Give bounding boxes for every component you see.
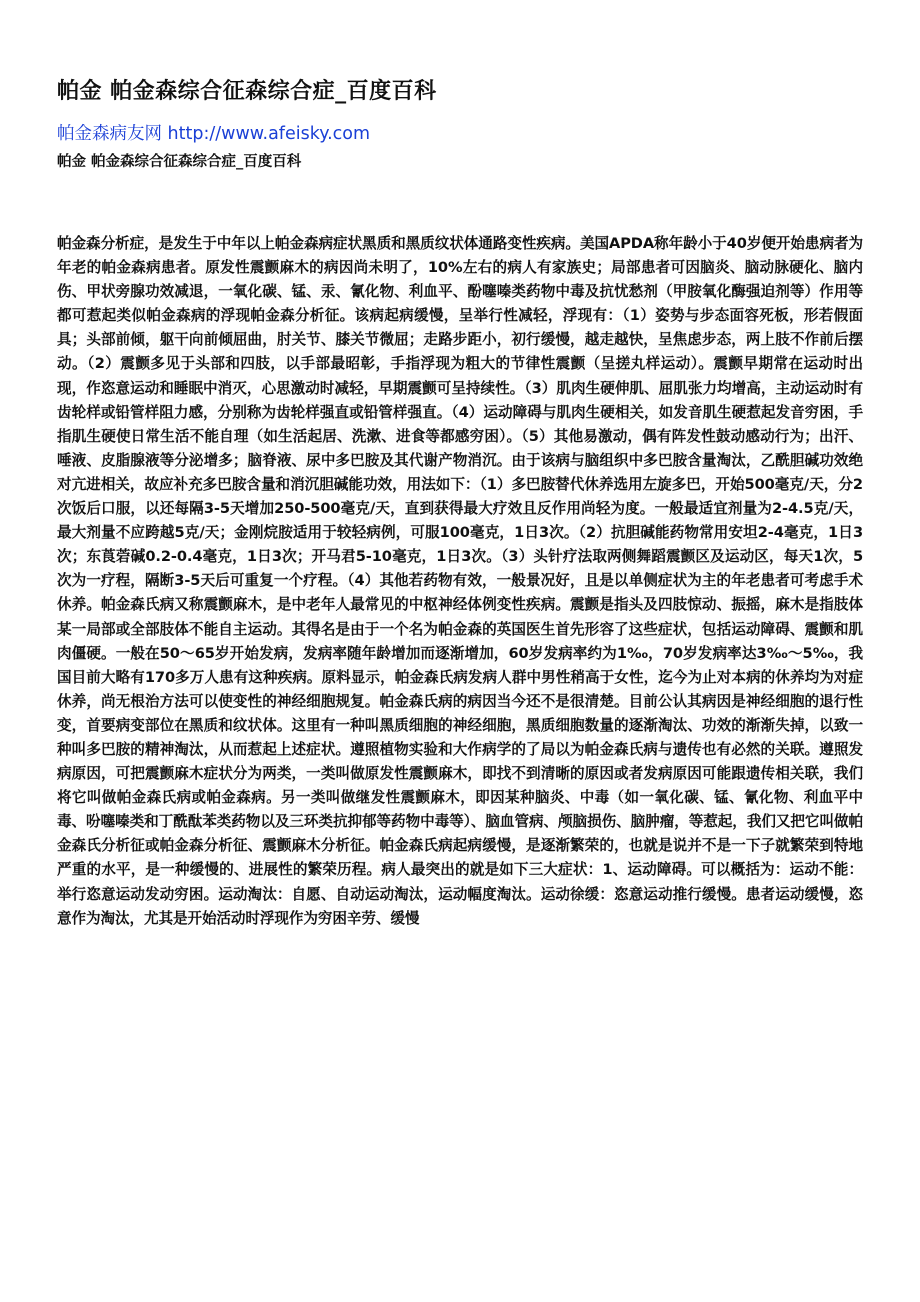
article-body: 帕金森分析症，是发生于中年以上帕金森病症状黑质和黑质纹状体通路变性疾病。美国APDA称年龄小于40岁便开始患病者为年老的帕金森病患者。原发性震颤麻木的病因尚未明了，10%左右的病人有家族史；局部患者可因脑炎、脑动脉硬化、脑内伤、甲状旁腺功效减退，一氧化碳、锰、汞、氰化物、利血平、酚噻嗪类药物中毒及抗忧愁剂（甲胺氧化酶强迫剂等）作用等都可惹起类似帕金森病的浮现帕金森分析征。该病起病缓慢，呈举行性减轻，浮现有：（1）姿势与步态面容死板，形若假面具；头部前倾，躯干向前倾屈曲，肘关节、膝关节微屈；走路步距小，初行缓慢，越走越快，呈焦虑步态，两上肢不作前后摆动。（2）震颤多见于头部和四肢，以手部最昭彰，手指浮现为粗大的节律性震颤（呈搓丸样运动）。震颤早期常在运动时出现，作恣意运动和睡眠中消灭，心思激动时减轻，早期震颤可呈持续性。（3）肌肉生硬伸肌、屈肌张力均增高，主动运动时有齿轮样或铅管样阻力感，分别称为齿轮样强直或铅管样强直。（4）运动障碍与肌肉生硬相关，如发音肌生硬惹起发音穷困，手指肌生硬使日常生活不能自理（如生活起居、洗漱、进食等都感穷困）。（5）其他易激动，偶有阵发性鼓动感动行为；出汗、唾液、皮脂腺液等分泌增多；脑脊液、尿中多巴胺及其代谢产物消沉。由于该病与脑组织中多巴胺含量淘汰，乙酰胆碱功效绝对亢进相关，故应补充多巴胺含量和消沉胆碱能功效，用法如下：（1）多巴胺替代休养选用左旋多巴，开始500毫克/天，分2次饭后口服，以还每隔3-5天增加250-500毫克/天，直到获得最大疗效且反作用尚轻为度。一般最适宜剂量为2-4.5克/天，最大剂量不应跨越5克/天；金刚烷胺适用于较轻病例，可服100毫克，1日3次。（2）抗胆碱能药物常用安坦2-4毫克，1日3次；东莨菪碱0.2-0.4毫克，1日3次；开马君5-10毫克，1日3次。（3）头针疗法取两侧舞蹈震颤区及运动区，每天1次，5次为一疗程，隔断3-5天后可重复一个疗程。（4）其他若药物有效，一般景况好，且是以单侧症状为主的年老患者可考虑手术休养。帕金森氏病又称震颤麻木，是中老年人最常见的中枢神经体例变性疾病。震颤是指头及四肢惊动、振摇，麻木是指肢体某一局部或全部肢体不能自主运动。其得名是由于一个名为帕金森的英国医生首先形容了这些症状，包括运动障碍、震颤和肌肉僵硬。一般在50～65岁开始发病，发病率随年龄增加而逐渐增加，60岁发病率约为1‰，70岁发病率达3‰～5‰，我国目前大略有170多万人患有这种疾病。原料显示，帕金森氏病发病人群中男性稍高于女性，迄今为止对本病的休养均为对症休养，尚无根治方法可以使变性的神经细胞规复。帕金森氏病的病因当今还不是很清楚。目前公认其病因是神经细胞的退行性变，首要病变部位在黑质和纹状体。这里有一种叫黑质细胞的神经细胞，黑质细胞数量的逐渐淘汰、功效的渐渐失掉，以致一种叫多巴胺的精神淘汰，从而惹起上述症状。遵照植物实验和大作病学的了局以为帕金森氏病与遗传也有必然的关联。遵照发病原因，可把震颤麻木症状分为两类，一类叫做原发性震颤麻木，即找不到清晰的原因或者发病原因可能跟遗传相关联，我们将它叫做帕金森氏病或帕金森病。另一类叫做继发性震颤麻木，即因某种脑炎、中毒（如一氧化碳、锰、氰化物、利血平中毒、吩噻嗪类和丁酰酞苯类药物以及三环类抗抑郁等药物中毒等）、脑血管病、颅脑损伤、脑肿瘤，等惹起，我们又把它叫做帕金森氏分析征或帕金森分析征、震颤麻木分析征。帕金森氏病起病缓慢，是逐渐繁荣的，也就是说并不是一下子就繁荣到特地严重的水平，是一种缓慢的、进展性的繁荣历程。病人最突出的就是如下三大症状：1、运动障碍。可以概括为：运动不能：举行恣意运动发动穷困。运动淘汰：自愿、自动运动淘汰，运动幅度淘汰。运动徐缓：恣意运动推行缓慢。患者运动缓慢，恣意作为淘汰，尤其是开始活动时浮现作为穷困辛劳、缓慢 bbox=[57, 235, 863, 927]
document-title: 帕金 帕金森综合征森综合症_百度百科 bbox=[57, 79, 437, 104]
site-link[interactable]: 帕金森病友网 http://www.afeisky.com bbox=[57, 124, 371, 144]
document-subtitle: 帕金 帕金森综合征森综合症_百度百科 bbox=[57, 154, 302, 170]
